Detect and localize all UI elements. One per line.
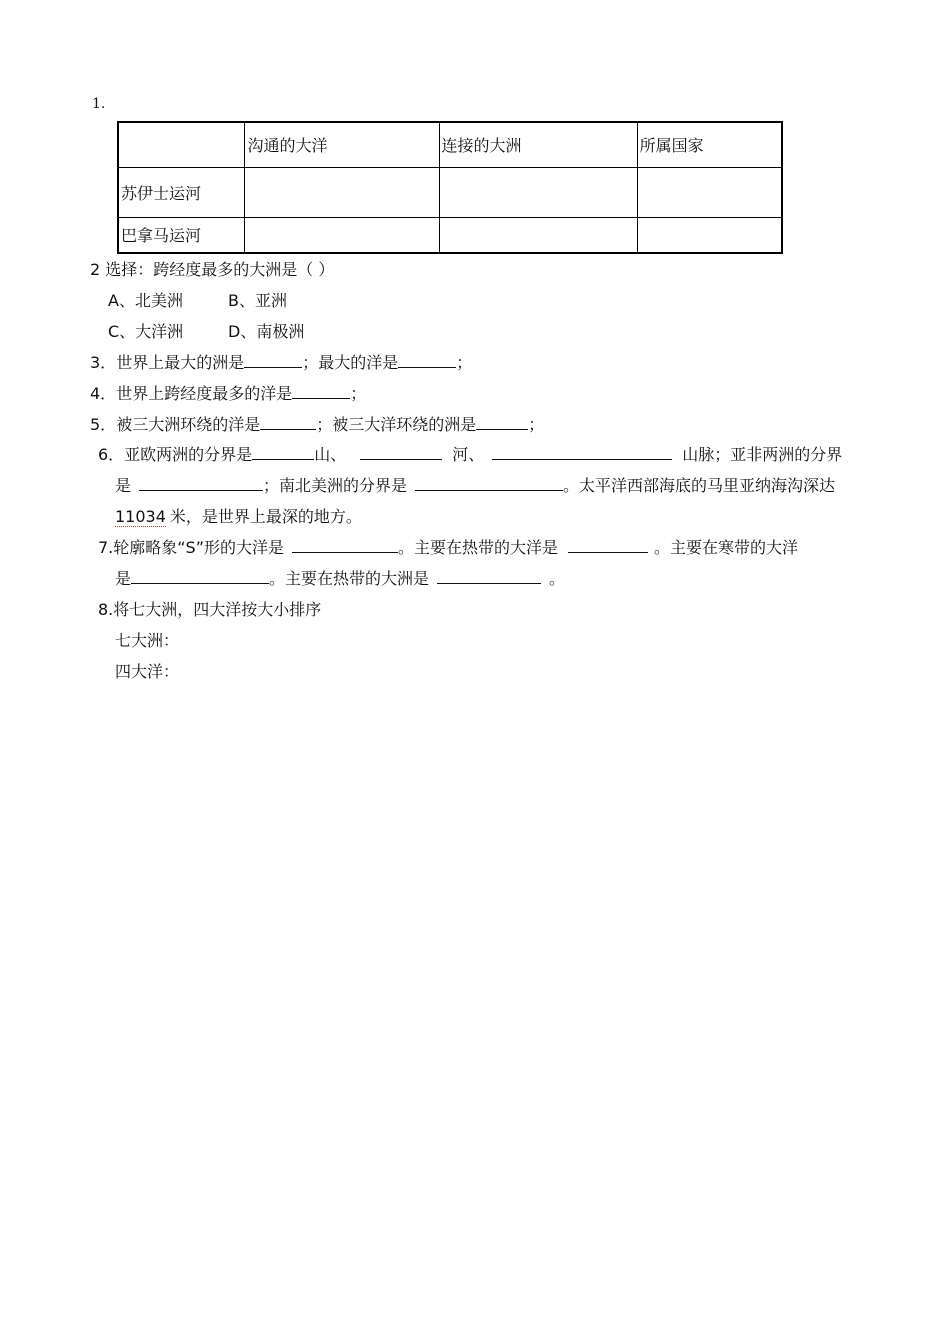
table-cell: 苏伊士运河 — [118, 167, 245, 217]
q7-text-6: 。 — [549, 569, 566, 588]
q5-blank-2[interactable] — [476, 415, 528, 430]
q6-blank-americas[interactable] — [415, 476, 563, 491]
q5-text-2: ；被三大洋环绕的洲是 — [316, 415, 477, 434]
q7-text-4: 是 — [115, 569, 132, 588]
table-header-cell: 连接的大洲 — [439, 122, 637, 167]
q6-text-5: 是 — [115, 476, 132, 495]
table-header-row — [118, 122, 782, 167]
q7-text-2: 。主要在热带的大洋是 — [398, 538, 559, 557]
q2-option-b: B、亚洲 — [228, 291, 287, 310]
q7-line-2 — [115, 569, 565, 589]
q8-stem: 8.将七大洲，四大洋按大小排序 — [98, 600, 322, 619]
q6-text-6: ；南北美洲的分界是 — [263, 476, 408, 495]
q4-blank[interactable] — [292, 384, 350, 399]
q6-line-3 — [115, 507, 362, 527]
q6-blank-asia-africa[interactable] — [139, 476, 263, 491]
q3-line — [90, 353, 472, 373]
q2-option-c: C、大洋洲 — [108, 322, 184, 341]
canal-table — [117, 121, 783, 254]
q2-stem: 2 选择：跨经度最多的大洲是（ ） — [90, 260, 335, 279]
table-cell — [439, 167, 637, 217]
q6-line-1 — [98, 445, 842, 465]
q7-blank-s-ocean[interactable] — [292, 538, 398, 553]
q4-end: ； — [350, 384, 367, 403]
q3-text-1: 世界上最大的洲是 — [116, 353, 245, 372]
q7-text-5: 。主要在热带的大洲是 — [269, 569, 430, 588]
q6-line-2 — [115, 476, 835, 496]
q7-blank-cold-ocean[interactable] — [131, 569, 269, 584]
table-cell — [439, 217, 637, 253]
q6-text-2: 山、 — [314, 445, 347, 464]
q3-end: ； — [456, 353, 473, 372]
table-header-cell: 沟通的大洋 — [245, 122, 439, 167]
q3-text-2: ；最大的洋是 — [302, 353, 399, 372]
q5-blank-1[interactable] — [260, 415, 316, 430]
q5-text-1: 被三大洲环绕的洋是 — [116, 415, 261, 434]
q3-blank-2[interactable] — [398, 353, 456, 368]
table-cell — [245, 167, 439, 217]
table-cell: 巴拿马运河 — [118, 217, 245, 253]
q4-text: 世界上跨经度最多的洋是 — [116, 384, 293, 403]
q6-text-1: 6．亚欧两洲的分界是 — [98, 445, 253, 464]
q6-text-3: 河、 — [452, 445, 485, 464]
q2-option-d: D、南极洲 — [228, 322, 305, 341]
q6-text-4: 山脉；亚非两洲的分界 — [682, 445, 843, 464]
q8-continents-label: 七大洲： — [115, 631, 180, 650]
q6-depth-value: 11034 — [115, 507, 166, 526]
q5-line — [90, 415, 544, 435]
q6-blank-river[interactable] — [360, 445, 442, 460]
q4-line — [90, 384, 366, 404]
q7-blank-tropical-continent[interactable] — [437, 569, 541, 584]
table-row — [118, 217, 782, 253]
q3-number: 3． — [90, 353, 117, 372]
q7-text-1: 7.轮廓略象“S”形的大洋是 — [98, 538, 285, 557]
q7-line-1 — [98, 538, 798, 558]
table-cell — [245, 217, 439, 253]
q6-text-8: 米，是世界上最深的地方。 — [169, 507, 362, 526]
q1-number: 1. — [92, 96, 106, 112]
q7-blank-tropical-ocean[interactable] — [568, 538, 648, 553]
table-cell — [637, 167, 782, 217]
q6-text-7: 。太平洋西部海底的马里亚纳海沟深达 — [563, 476, 836, 495]
q5-number: 5． — [90, 415, 117, 434]
table-row — [118, 167, 782, 217]
table-cell — [637, 217, 782, 253]
q8-oceans-label: 四大洋： — [115, 662, 180, 681]
table-header-cell — [118, 122, 245, 167]
q4-number: 4． — [90, 384, 117, 403]
q3-blank-1[interactable] — [244, 353, 302, 368]
q7-text-3: 。主要在寒带的大洋 — [654, 538, 799, 557]
q6-blank-mountains[interactable] — [492, 445, 672, 460]
q6-blank-mountain[interactable] — [252, 445, 314, 460]
table-header-cell: 所属国家 — [637, 122, 782, 167]
q2-option-a: A、北美洲 — [108, 291, 183, 310]
q5-end: ； — [528, 415, 545, 434]
